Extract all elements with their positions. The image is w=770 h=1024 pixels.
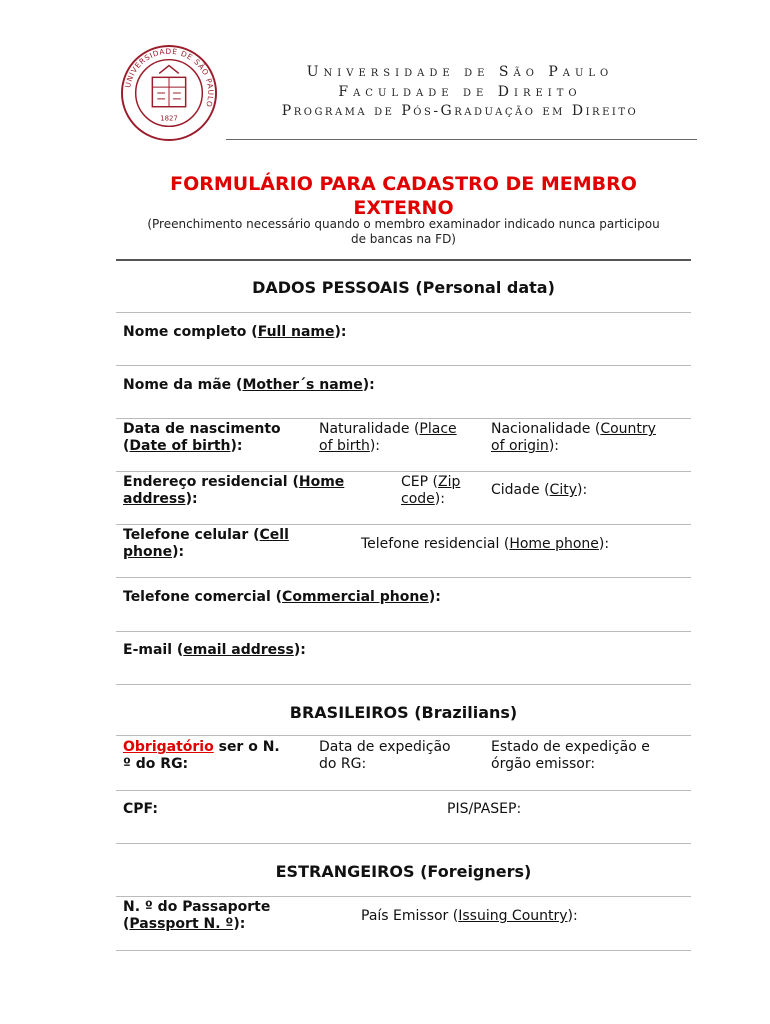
- program-name: Programa de Pós-Graduação em Direito: [281, 103, 639, 119]
- header-divider: [226, 139, 697, 140]
- row-divider: [116, 735, 691, 736]
- row-divider: [116, 577, 691, 578]
- row-divider: [116, 790, 691, 791]
- required-marker: Obrigatório: [123, 739, 214, 755]
- brazilians-heading: BRASILEIROS (Brazilians): [289, 703, 518, 722]
- form-title: FORMULÁRIO PARA CADASTRO DE MEMBRO EXTERNO: [170, 173, 637, 219]
- rg-issue-date-field[interactable]: Data de expedição do RG:: [319, 739, 451, 772]
- issuing-country-field[interactable]: País Emissor (Issuing Country):: [361, 908, 578, 924]
- birthplace-field[interactable]: Naturalidade (Place of birth):: [319, 421, 457, 454]
- university-name: Universidade de São Paulo: [306, 64, 614, 80]
- seal-year: 1827: [160, 114, 178, 123]
- nationality-field[interactable]: Nacionalidade (Country of origin):: [491, 421, 656, 454]
- row-divider: [116, 418, 691, 419]
- commercial-phone-field[interactable]: Telefone comercial (Commercial phone):: [123, 589, 441, 605]
- passport-number-field[interactable]: N. º do Passaporte (Passport N. º):: [123, 899, 271, 932]
- row-divider: [116, 471, 691, 472]
- rg-number-field[interactable]: Obrigatório ser o N. º do RG:: [123, 739, 280, 772]
- mother-name-field[interactable]: Nome da mãe (Mother´s name):: [123, 377, 375, 393]
- row-divider: [116, 843, 691, 844]
- cell-phone-field[interactable]: Telefone celular (Cell phone):: [123, 527, 289, 560]
- row-divider: [116, 631, 691, 632]
- row-divider: [116, 365, 691, 366]
- row-divider: [116, 312, 691, 313]
- rg-issuer-field[interactable]: Estado de expedição e órgão emissor:: [491, 739, 650, 772]
- row-divider: [116, 896, 691, 897]
- home-phone-field[interactable]: Telefone residencial (Home phone):: [361, 536, 610, 552]
- section-divider: [116, 259, 691, 261]
- university-seal-logo: [120, 44, 218, 142]
- email-field[interactable]: E-mail (email address):: [123, 642, 306, 658]
- pis-pasep-field[interactable]: PIS/PASEP:: [447, 801, 522, 817]
- full-name-field[interactable]: Nome completo (Full name):: [123, 324, 347, 340]
- foreigners-heading: ESTRANGEIROS (Foreigners): [275, 862, 532, 881]
- form-subtitle: (Preenchimento necessário quando o membro examinador indicado nunca participou de bancas na FD): [147, 217, 660, 246]
- birth-date-field[interactable]: Data de nascimento (Date of birth):: [123, 421, 281, 454]
- row-divider: [116, 950, 691, 951]
- zip-code-field[interactable]: CEP (Zip code):: [401, 474, 461, 507]
- faculty-name: Faculdade de Direito: [338, 84, 582, 100]
- city-field[interactable]: Cidade (City):: [491, 482, 588, 498]
- home-address-field[interactable]: Endereço residencial (Home address):: [123, 474, 345, 507]
- cpf-field[interactable]: CPF:: [123, 801, 158, 817]
- row-divider: [116, 524, 691, 525]
- personal-data-heading: DADOS PESSOAIS (Personal data): [252, 278, 555, 297]
- seal-ring-text: UNIVERSIDADE DE SÃO PAULO: [123, 46, 216, 109]
- row-divider: [116, 684, 691, 685]
